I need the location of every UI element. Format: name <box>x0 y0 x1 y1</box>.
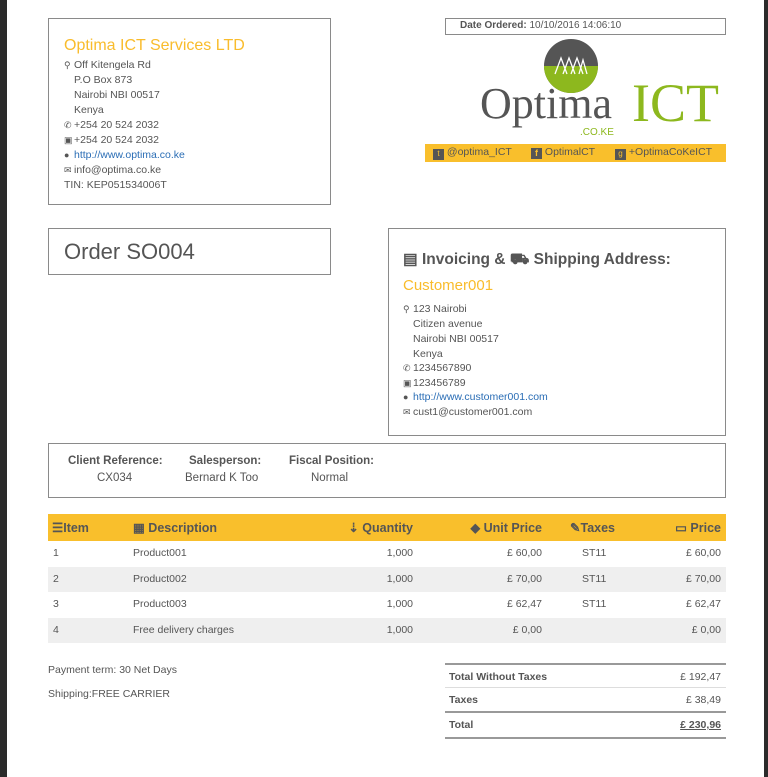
company-tin: TIN: KEP051534006T <box>64 179 167 191</box>
google-plus-icon: g <box>615 149 626 160</box>
money-icon: ▭ <box>675 521 687 535</box>
cell-quantity: 1,000 <box>386 624 413 637</box>
cell-price: £ 62,47 <box>685 598 721 611</box>
logo-coke: .CO.KE <box>580 127 614 138</box>
phone-icon: ✆ <box>403 363 411 373</box>
total-label: Total <box>449 719 474 731</box>
table-row <box>48 567 726 592</box>
address-heading: ▤ Invoicing & ⛟ Shipping Address: <box>403 251 671 268</box>
logo <box>480 40 730 140</box>
twitter-icon: t <box>433 149 444 160</box>
totals-row <box>445 663 726 688</box>
total-value: £ 230,96 <box>680 719 721 731</box>
customer-address-line: Kenya <box>413 348 443 360</box>
globe-icon: ● <box>403 392 409 402</box>
header-item: ☰Item <box>52 521 89 535</box>
company-address-line: ⚲ Off Kitengela Rd <box>64 59 151 71</box>
company-address-line: P.O Box 873 <box>74 74 133 86</box>
cell-item: 4 <box>53 624 59 637</box>
cell-price: £ 60,00 <box>685 547 721 559</box>
customer-website[interactable]: ● http://www.customer001.com <box>403 391 548 403</box>
company-email: ✉ info@optima.co.ke <box>64 164 162 176</box>
totals-row <box>445 713 726 739</box>
truck-icon: ⛟ <box>509 251 530 268</box>
facebook-icon: f <box>531 148 542 159</box>
cell-taxes: ST11 <box>582 598 607 611</box>
phone-icon: ✆ <box>64 120 72 130</box>
sort-icon: ⇣ <box>348 521 359 535</box>
cell-taxes: ST11 <box>582 572 607 585</box>
customer-address-line: ⚲ 123 Nairobi <box>403 303 467 315</box>
cell-item: 1 <box>53 547 59 559</box>
logo-ict: ICT <box>632 73 719 133</box>
google-plus-link[interactable]: g +OptimaCoKeICT <box>615 146 712 160</box>
cell-quantity: 1,000 <box>386 598 413 611</box>
cell-unit-price: £ 70,00 <box>506 572 542 585</box>
header-unit-price: ◆ Unit Price <box>470 521 542 535</box>
customer-name: Customer001 <box>403 277 494 294</box>
header-taxes: ✎Taxes <box>570 521 615 535</box>
total-value: £ 192,47 <box>680 671 721 683</box>
salesperson-value: Bernard K Too <box>185 472 259 484</box>
right-edge <box>764 0 768 777</box>
envelope-icon: ✉ <box>403 407 411 417</box>
client-reference-value: CX034 <box>97 472 133 484</box>
cell-description: Product003 <box>133 598 187 611</box>
customer-address-box <box>388 228 726 436</box>
company-box <box>48 18 331 205</box>
facebook-link[interactable]: f OptimalCT <box>531 146 595 159</box>
fiscal-position-value: Normal <box>311 472 349 484</box>
company-name: Optima ICT Services LTD <box>64 37 245 54</box>
map-marker-icon: ⚲ <box>64 60 71 70</box>
cell-description: Free delivery charges <box>133 624 234 637</box>
cell-quantity: 1,000 <box>386 572 413 585</box>
company-website[interactable]: ● http://www.optima.co.ke <box>64 149 185 161</box>
totals-row <box>445 688 726 713</box>
fax-icon: ▣ <box>64 135 73 145</box>
map-marker-icon: ⚲ <box>403 304 410 314</box>
edit-icon: ✎ <box>570 521 581 535</box>
tag-icon: ◆ <box>470 521 481 535</box>
date-ordered-box <box>445 18 726 35</box>
customer-address-line: Nairobi NBI 00517 <box>413 333 499 345</box>
cell-unit-price: £ 0,00 <box>512 624 542 637</box>
cell-quantity: 1,000 <box>386 547 413 559</box>
cell-price: £ 70,00 <box>685 572 721 585</box>
header-description: ▦ Description <box>133 521 218 535</box>
customer-phone: ✆ 1234567890 <box>403 362 472 374</box>
shipping-terms: Shipping:FREE CARRIER <box>48 688 170 700</box>
cell-price: £ 0,00 <box>691 624 721 637</box>
company-fax: ▣+254 20 524 2032 <box>64 134 159 146</box>
customer-address-line: Citizen avenue <box>413 318 483 330</box>
total-label: Taxes <box>449 694 478 706</box>
invoice-file-icon: ▤ <box>403 251 418 268</box>
cell-unit-price: £ 60,00 <box>506 547 542 559</box>
fiscal-position-label: Fiscal Position: <box>289 455 374 467</box>
customer-fax: ▣123456789 <box>403 377 466 389</box>
company-address-line: Nairobi NBI 00517 <box>74 89 160 101</box>
company-address-line: Kenya <box>74 104 104 116</box>
table-row <box>48 618 726 643</box>
company-phone: ✆ +254 20 524 2032 <box>64 119 159 131</box>
cell-description: Product001 <box>133 547 187 559</box>
header-price: ▭ Price <box>675 521 721 535</box>
cell-item: 3 <box>53 598 59 611</box>
fax-icon: ▣ <box>403 378 412 388</box>
social-bar <box>425 144 726 162</box>
salesperson-label: Salesperson: <box>189 455 262 467</box>
date-ordered-value: 10/10/2016 14:06:10 <box>529 20 622 31</box>
date-ordered-label: Date Ordered: <box>460 20 527 31</box>
order-lines-header <box>48 514 726 541</box>
envelope-icon: ✉ <box>64 165 72 175</box>
cell-item: 2 <box>53 572 59 585</box>
table-row <box>48 541 726 566</box>
logo-optima: Optima <box>480 79 612 128</box>
cell-unit-price: £ 62,47 <box>506 598 542 611</box>
customer-email: ✉ cust1@customer001.com <box>403 406 533 418</box>
total-label: Total Without Taxes <box>449 671 548 683</box>
client-reference-label: Client Reference: <box>68 455 163 467</box>
total-value: £ 38,49 <box>685 694 721 706</box>
grid-icon: ▦ <box>133 521 145 535</box>
twitter-link[interactable]: t @optima_ICT <box>433 146 512 160</box>
list-icon: ☰ <box>52 521 64 535</box>
globe-icon: ● <box>64 150 70 160</box>
order-title: Order SO004 <box>64 239 195 264</box>
order-box <box>48 228 331 275</box>
cell-description: Product002 <box>133 572 187 585</box>
cell-taxes: ST11 <box>582 547 607 559</box>
header-quantity: ⇣ Quantity <box>348 521 413 535</box>
payment-term: Payment term: 30 Net Days <box>48 664 177 676</box>
table-row <box>48 592 726 617</box>
reference-box <box>48 443 726 498</box>
left-edge <box>0 0 7 777</box>
